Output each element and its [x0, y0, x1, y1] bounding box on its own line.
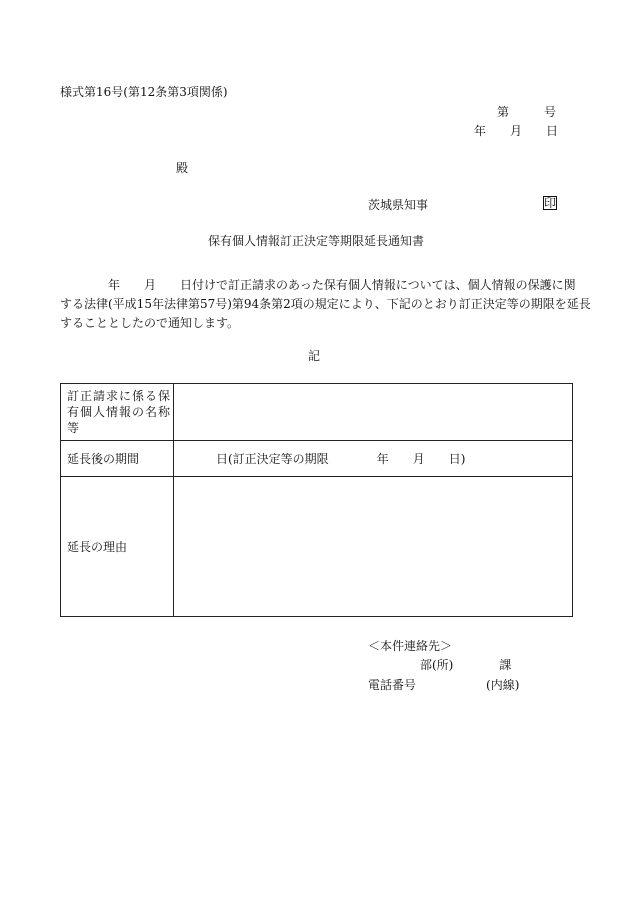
phone-label: 電話番号 — [368, 678, 417, 692]
body-line-3: することとしたので通知します。 — [60, 316, 240, 330]
item-label-line-2: 有個人情報の名称 — [67, 405, 172, 419]
issuer-name: 茨城県知事 — [368, 198, 429, 212]
contact-section-label: 課 — [499, 658, 512, 672]
document-title: 保有個人情報訂正決定等期限延長通知書 — [208, 234, 425, 248]
date-month: 月 — [510, 124, 523, 138]
item-label-line-1: 訂正請求に係る保 — [67, 389, 172, 403]
extension-day: 日) — [448, 452, 466, 466]
form-number: 様式第16号(第12条第3項関係) — [60, 85, 228, 99]
seal-stamp: 印 — [544, 196, 557, 210]
phone-extension: (内線) — [486, 678, 520, 692]
item-name-value — [174, 384, 573, 441]
table-row-reason — [61, 477, 573, 617]
addressee-honorific: 殿 — [176, 161, 189, 175]
extension-year: 年 — [376, 452, 389, 466]
contact-department — [420, 659, 511, 671]
table-row-extension — [61, 441, 573, 477]
contact-heading: ＜本件連絡先＞ — [368, 639, 453, 653]
body-line-1-text: 日付けで訂正請求のあった保有個人情報については、個人情報の保護に関 — [180, 278, 576, 292]
extension-reason-value — [174, 477, 573, 617]
doc-number-prefix: 第 — [497, 105, 510, 119]
date-year: 年 — [474, 124, 487, 138]
extension-month: 月 — [412, 452, 425, 466]
document-date — [474, 125, 558, 137]
doc-number-suffix: 号 — [544, 105, 557, 119]
extension-days-unit: 日(訂正決定等の期限 — [216, 452, 329, 466]
table-row-item — [61, 384, 573, 441]
extension-period-value — [174, 441, 573, 477]
ki-heading: 記 — [308, 349, 321, 363]
extension-reason-label: 延長の理由 — [61, 477, 174, 617]
item-name-label — [61, 384, 174, 441]
body-month: 月 — [144, 278, 157, 292]
extension-period-label: 延長後の期間 — [61, 441, 174, 477]
detail-table — [60, 383, 573, 617]
date-day: 日 — [546, 124, 559, 138]
contact-dept-label: 部(所) — [420, 658, 454, 672]
body-year: 年 — [108, 278, 121, 292]
contact-phone — [368, 679, 519, 691]
body-text — [60, 276, 591, 333]
item-label-line-3: 等 — [67, 421, 81, 435]
document-number — [497, 106, 556, 118]
body-line-1 — [60, 276, 576, 295]
body-line-2: する法律(平成15年法律第57号)第94条第2項の規定により、下記のとおり訂正決定等の期限を延長 — [60, 297, 591, 311]
